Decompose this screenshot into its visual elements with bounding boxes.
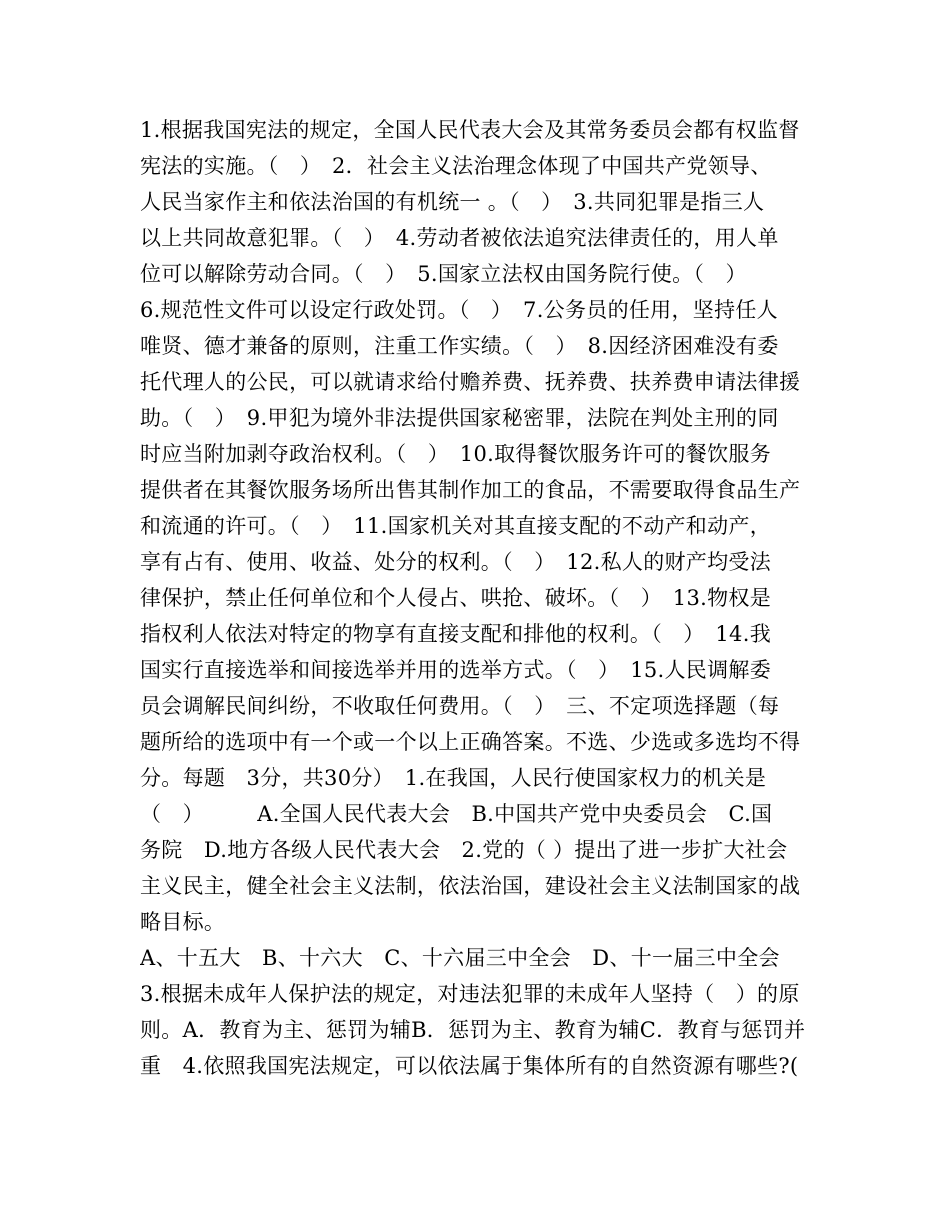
text-line: 国实行直接选举和间接选举并用的选举方式。（ ） 15.人民调解委: [140, 658, 771, 682]
text-line: 分。每题 3分，共30分） 1.在我国，人民行使国家权力的机关是: [140, 766, 767, 790]
text-line: 1.根据我国宪法的规定，全国人民代表大会及其常务委员会都有权监督: [140, 118, 800, 142]
text-line: 托代理人的公民，可以就请求给付赡养费、抚养费、扶养费申请法律援: [140, 370, 801, 394]
text-line: 时应当附加剥夺政治权利。（ ） 10.取得餐饮服务许可的餐饮服务: [140, 442, 771, 466]
text-line: 提供者在其餐饮服务场所出售其制作加工的食品，不需要取得食品生产: [140, 478, 801, 502]
text-line: 6.规范性文件可以设定行政处罚。（ ） 7.公务员的任用，坚持任人: [140, 298, 778, 322]
text-line: （ ） A.全国人民代表大会 B.中国共产党中央委员会 C.国: [140, 802, 773, 826]
text-line: 助。（ ） 9.甲犯为境外非法提供国家秘密罪，法院在判处主刑的同: [140, 406, 779, 430]
text-line: A、十五大 B、十六大 C、十六届三中全会 D、十一届三中全会: [140, 946, 780, 970]
document-body: [140, 112, 815, 1084]
text-line: 题所给的选项中有一个或一个以上正确答案。不选、少选或多选均不得: [140, 730, 801, 754]
text-line: 务院 D.地方各级人民代表大会 2.党的（ ）提出了进一步扩大社会: [140, 838, 788, 862]
text-line: 位可以解除劳动合同。（ ） 5.国家立法权由国务院行使。（ ）: [140, 262, 747, 286]
text-line: 略目标。: [140, 910, 226, 934]
text-line: 3.根据未成年人保护法的规定，对违法犯罪的未成年人坚持（ ）的原: [140, 982, 800, 1006]
text-line: 宪法的实施。（ ） 2．社会主义法治理念体现了中国共产党领导、: [140, 154, 772, 178]
text-line: 重 4.依照我国宪法规定，可以依法属于集体所有的自然资源有哪些?(: [140, 1054, 799, 1078]
text-line: 以上共同故意犯罪。（ ） 4.劳动者被依法追究法律责任的，用人单: [140, 226, 779, 250]
text-line: 唯贤、德才兼备的原则，注重工作实绩。（ ） 8.因经济困难没有委: [140, 334, 779, 358]
text-line: 律保护，禁止任何单位和个人侵占、哄抢、破坏。（ ） 13.物权是: [140, 586, 771, 610]
text-line: 员会调解民间纠纷，不收取任何费用。（ ） 三、不定项选择题（每: [140, 694, 780, 718]
text-line: 和流通的许可。（ ） 11.国家机关对其直接支配的不动产和动产，: [140, 514, 771, 538]
text-line: 享有占有、使用、收益、处分的权利。（ ） 12.私人的财产均受法: [140, 550, 771, 574]
text-line: 主义民主，健全社会主义法制，依法治国，建设社会主义法制国家的战: [140, 874, 801, 898]
text-line: 则。A．教育为主、惩罚为辅B．惩罚为主、教育为辅C．教育与惩罚并: [140, 1018, 806, 1042]
text-line: 人民当家作主和依法治国的有机统一 。（ ） 3.共同犯罪是指三人: [140, 190, 765, 214]
text-line: 指权利人依法对特定的物享有直接支配和排他的权利。（ ） 14.我: [140, 622, 771, 646]
